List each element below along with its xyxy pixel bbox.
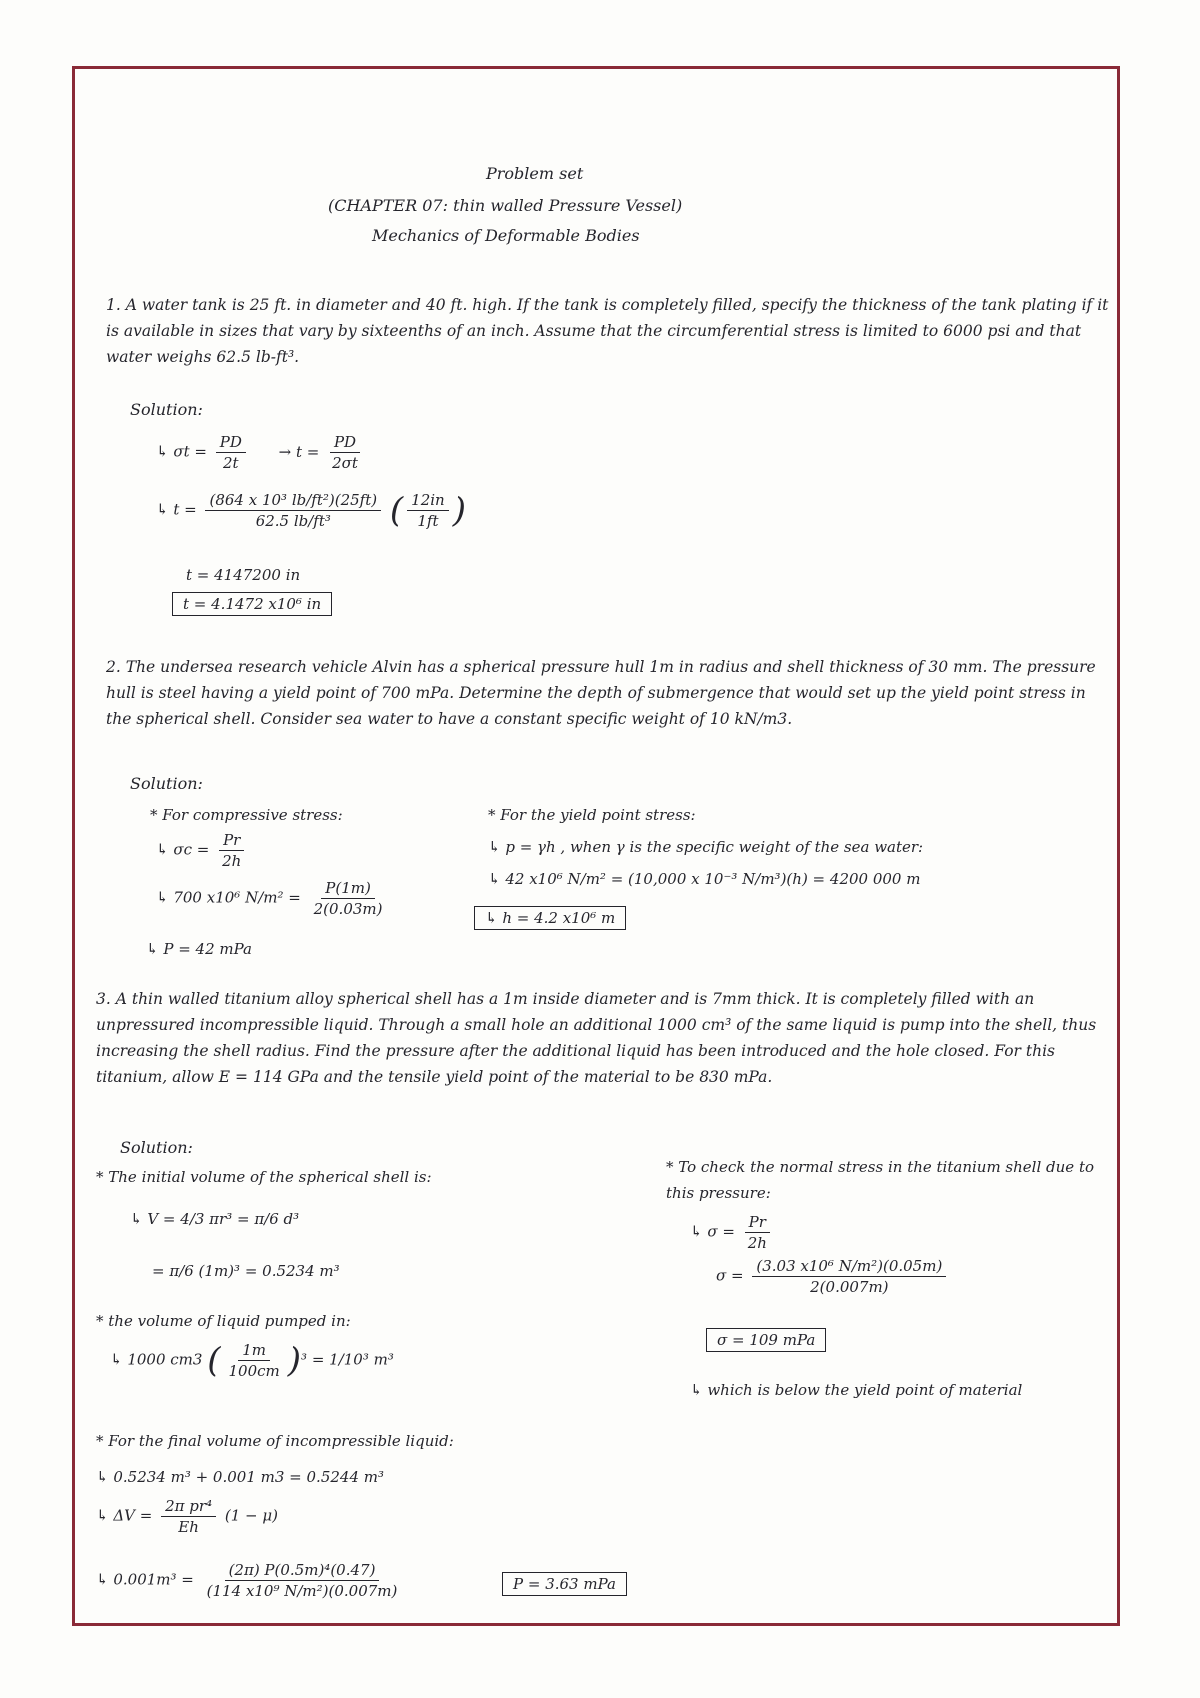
problem-3-eq1: ↳ V = 4/3 πr³ = π/6 d³ [130,1210,300,1228]
problem-2-right-eq1: ↳ p = γh , when γ is the specific weight of the sea water: [488,838,924,856]
problem-3-eq2: = π/6 (1m)³ = 0.5234 m³ [152,1262,340,1280]
problem-3-statement: 3. A thin walled titanium alloy spherical shell has a 1m inside diameter and is 7mm thick. It is completely filled with an unpressured incompressible liquid. Through a small hole an additional 1000 cm³ of the same liquid is pump into the shell, thus increasing the shell radius. Find the pressure after the additional liquid has been introduced and the hole closed. For this titanium, allow E = 114 GPa and the tensile yield point of the material to be 830 mPa. [96,990,1097,1086]
problem-3-right-eq1: ↳ σ = $\frac{Pr}{2h}$ [690,1212,775,1253]
problem-1-answer-box: t = 4.1472 x10⁶ in [172,592,332,616]
problem-3-eq3: ↳ 1000 cm3 ( $\frac{1m}{100cm}$ )³ = 1/10³ m³ [110,1340,394,1381]
header-line1: Problem set [486,164,584,183]
problem-3-eq6: ↳ 0.001m³ = $\frac{\text{(2π) P(0.5m)⁴(0.47)}}{\text{(114 x10⁹ N/m²)(0.007m)}}$ [96,1561,398,1600]
problem-2-right-head: * For the yield point stress: [488,806,696,824]
problem-2-right-eq2: ↳ 42 x10⁶ N/m² = (10,000 x 10⁻³ N/m³)(h) = 4200 000 m [488,870,921,888]
problem-1-eq2: ↳ t = $\frac{\text{(864 x 10³ lb/ft²)(25ft)}}{\text{62.5 lb/ft³}}$ ( $\frac{12in}{1ft}$ ) [156,490,466,531]
problem-2-solution-label: Solution: [130,774,203,793]
problem-2-left-eq3: ↳ P = 42 mPa [146,940,252,958]
problem-2-left-head: * For compressive stress: [150,806,343,824]
problem-2-answer-box: ↳ h = 4.2 x10⁶ m [474,906,626,930]
problem-3-head3: * For the final volume of incompressible liquid: [96,1432,454,1450]
problem-2-left-eq2: ↳ 700 x10⁶ N/m² = $\frac{P(1m)}{2(0.03m)}$ [156,879,383,918]
problem-3-head1: * The initial volume of the spherical shell is: [96,1168,432,1186]
problem-1-statement: 1. A water tank is 25 ft. in diameter and 40 ft. high. If the tank is completely filled, specify the thickness of the tank plating if it is available in sizes that vary by sixteenths of an inch. Assume that the circumferential stress is limited to 6000 psi and that water weighs 62.5 lb-ft³. [106,296,1109,366]
problem-3-right-answer-box: σ = 109 mPa [706,1328,826,1352]
header-line3: Mechanics of Deformable Bodies [372,226,640,245]
problem-1-eq1: ↳ σt = $\frac{PD}{2t}$ → t = $\frac{PD}{2\sigma t}$ [156,432,366,473]
problem-3-right-eq2: σ = $\frac{\text{(3.03 x10⁶ N/m²)(0.05m)}}{2(0.007m)}$ [716,1256,950,1297]
problem-3-right-note: ↳ which is below the yield point of material [690,1381,1023,1399]
problem-3-eq4: ↳ 0.5234 m³ + 0.001 m3 = 0.5244 m³ [96,1468,385,1486]
problem-2-statement: 2. The undersea research vehicle Alvin has a spherical pressure hull 1m in radius and shell thickness of 30 mm. The pressure hull is steel having a yield point of 700 mPa. Determine the depth of submergence that would set up the yield point stress in the spherical shell. Consider sea water to have a constant specific weight of 10 kN/m3. [106,658,1096,728]
problem-1-eq3: t = 4147200 in [186,566,301,584]
header-line2: (CHAPTER 07: thin walled Pressure Vessel) [328,196,683,215]
problem-1-solution-label: Solution: [130,400,203,419]
problem-3-eq5: ↳ ΔV = $\frac{\text{2π pr⁴}}{Eh}$ (1 − μ) [96,1497,278,1536]
problem-3-head2: * the volume of liquid pumped in: [96,1312,351,1330]
problem-2-left-eq1: ↳ σc = $\frac{Pr}{2h}$ [156,830,249,871]
problem-3-right-head: * To check the normal stress in the titanium shell due to this pressure: [666,1158,1094,1202]
problem-3-solution-label: Solution: [120,1138,193,1157]
problem-3-answer-box: P = 3.63 mPa [502,1572,627,1596]
